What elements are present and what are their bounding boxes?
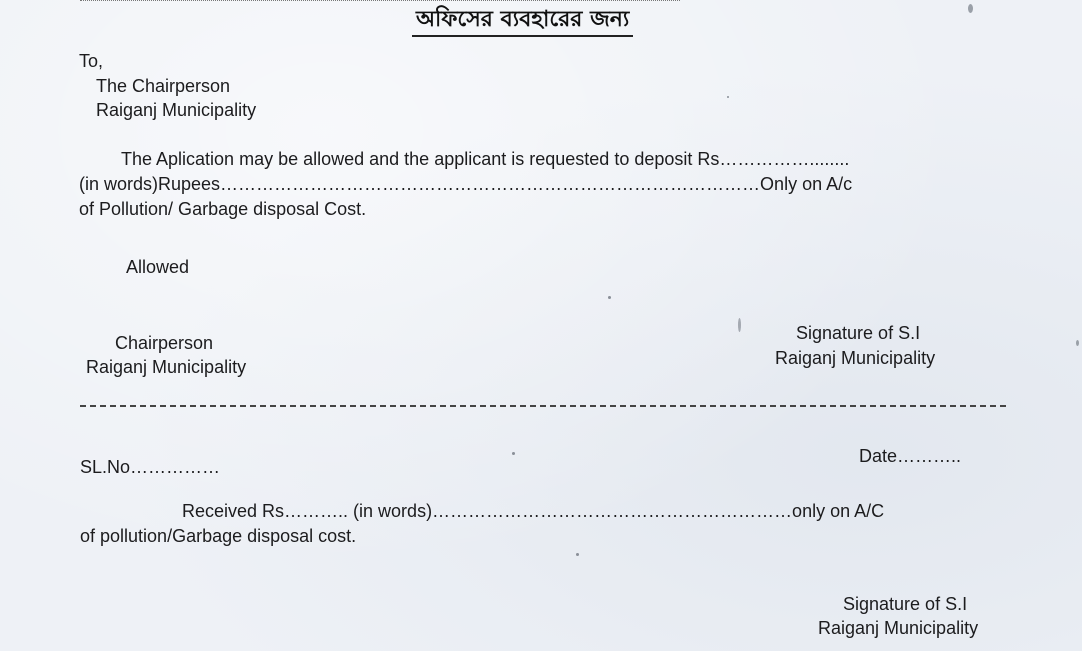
paper-speck (968, 4, 973, 13)
si-signature-org-top: Raiganj Municipality (775, 348, 936, 368)
office-use-heading: অফিসের ব্যবহারের জন্য (412, 6, 633, 37)
application-line-3: of Pollution/ Garbage disposal Cost. (79, 199, 367, 219)
si-signature-title-bottom: Signature of S.I (843, 594, 968, 614)
application-line-1: The Aplication may be allowed and the applicant is requested to deposit Rs……………........ (121, 149, 850, 169)
address-municipality: Raiganj Municipality (96, 100, 257, 120)
paper-speck (727, 96, 729, 98)
cut-line-divider (80, 405, 1006, 407)
paper-speck (738, 318, 741, 332)
received-line: Received Rs……….. (in words)……………………………………………………only on A/C (182, 501, 885, 521)
paper-speck (512, 452, 515, 455)
serial-number-field: SL.No…………… (80, 457, 221, 477)
chairperson-title: Chairperson (115, 333, 214, 353)
chairperson-org: Raiganj Municipality (86, 357, 247, 377)
paper-speck (608, 296, 611, 299)
address-chairperson: The Chairperson (96, 76, 231, 96)
si-signature-title-top: Signature of S.I (796, 323, 921, 343)
allowed-label: Allowed (126, 257, 190, 277)
application-line-2: (in words)Rupees………………………………………………………………………………Only on A/c (79, 174, 853, 194)
disposal-cost-line: of pollution/Garbage disposal cost. (80, 526, 357, 546)
paper-speck (1076, 340, 1079, 346)
address-to: To, (79, 51, 104, 71)
si-signature-org-bottom: Raiganj Municipality (818, 618, 979, 638)
paper-speck (576, 553, 579, 556)
top-dotted-line (80, 0, 680, 1)
date-field: Date……….. (859, 446, 962, 466)
